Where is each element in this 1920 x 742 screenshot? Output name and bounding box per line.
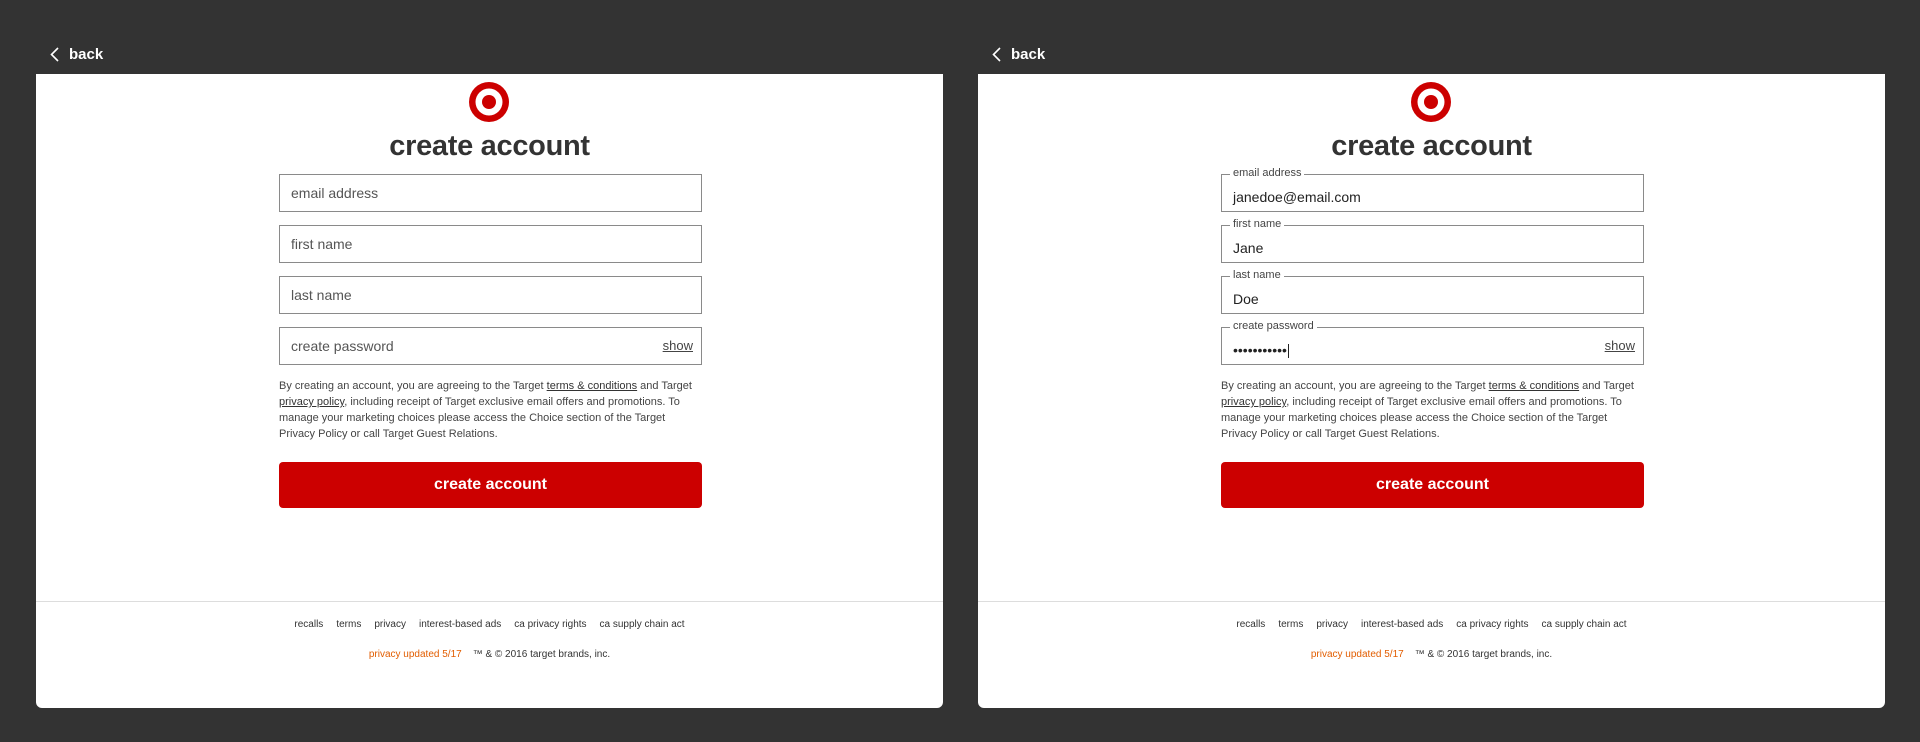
create-account-form	[279, 174, 702, 508]
footer-link-ca-supply-chain-act[interactable]: ca supply chain act	[599, 619, 685, 630]
email-value: janedoe@email.com	[1233, 189, 1361, 205]
footer-link-terms[interactable]: terms	[336, 619, 362, 630]
password-field[interactable]	[1221, 320, 1644, 365]
password-value: •••••••••••	[1233, 342, 1287, 358]
create-account-filled-panel	[978, 36, 1885, 708]
footer-link-privacy[interactable]: privacy	[374, 619, 406, 630]
footer-link-ca-supply-chain-act[interactable]: ca supply chain act	[1541, 619, 1627, 630]
first-name-placeholder: first name	[291, 236, 353, 252]
privacy-policy-link[interactable]: privacy policy	[279, 396, 345, 408]
footer-link-terms[interactable]: terms	[1278, 619, 1304, 630]
email-field[interactable]	[279, 174, 702, 212]
last-name-value: Doe	[1233, 291, 1259, 307]
privacy-policy-link[interactable]: privacy policy	[1221, 396, 1287, 408]
back-label: back	[69, 46, 104, 63]
account-card	[978, 74, 1885, 708]
footer-links	[978, 619, 1885, 630]
footer-bottom	[978, 649, 1885, 660]
privacy-updated-link[interactable]: privacy updated 5/17	[368, 649, 462, 660]
privacy-updated-link[interactable]: privacy updated 5/17	[1310, 649, 1404, 660]
page-title: create account	[1331, 130, 1532, 162]
password-label: create password	[1230, 319, 1317, 333]
chevron-left-icon	[50, 47, 59, 62]
create-account-button[interactable]: create account	[279, 462, 702, 508]
top-bar	[978, 36, 1885, 74]
create-account-button[interactable]: create account	[1221, 462, 1644, 508]
first-name-label: first name	[1230, 217, 1284, 231]
target-logo-icon	[469, 82, 509, 122]
last-name-field[interactable]	[1221, 269, 1644, 314]
footer-link-recalls[interactable]: recalls	[1236, 619, 1266, 630]
password-field[interactable]	[279, 327, 702, 365]
text-caret	[1288, 344, 1289, 358]
target-logo-icon	[1411, 82, 1451, 122]
back-label: back	[1011, 46, 1046, 63]
footer-links	[36, 619, 943, 630]
copyright: ™ & © 2016 target brands, inc.	[472, 649, 611, 660]
footer-link-recalls[interactable]: recalls	[294, 619, 324, 630]
copyright: ™ & © 2016 target brands, inc.	[1414, 649, 1553, 660]
footer-divider	[978, 601, 1885, 602]
footer-link-ca-privacy-rights[interactable]: ca privacy rights	[1456, 619, 1529, 630]
footer-link-interest-based-ads[interactable]: interest-based ads	[1361, 619, 1444, 630]
last-name-label: last name	[1230, 268, 1284, 282]
footer-divider	[36, 601, 943, 602]
first-name-value: Jane	[1233, 240, 1264, 256]
chevron-left-icon	[992, 47, 1001, 62]
footer-bottom	[36, 649, 943, 660]
page-title: create account	[389, 130, 590, 162]
account-card	[36, 74, 943, 708]
terms-link[interactable]: terms & conditions	[546, 380, 638, 392]
terms-link[interactable]: terms & conditions	[1488, 380, 1580, 392]
create-account-form	[1221, 167, 1644, 508]
back-button[interactable]	[50, 46, 103, 63]
show-password-link[interactable]: show	[662, 338, 693, 353]
show-password-link[interactable]: show	[1604, 338, 1635, 353]
email-label: email address	[1230, 166, 1304, 180]
top-bar	[36, 36, 943, 74]
create-account-empty-panel	[36, 36, 943, 708]
email-placeholder: email address	[291, 185, 379, 201]
password-placeholder: create password	[291, 338, 394, 354]
footer-link-ca-privacy-rights[interactable]: ca privacy rights	[514, 619, 587, 630]
legal-text: By creating an account, you are agreeing to the Target terms & conditions and Target privacy policy, including receipt of Target exclusive email offers and promotions. To manage your marketing choices please access the Choice section of the Target Privacy Policy or call Target Guest Relations.	[279, 380, 692, 440]
back-button[interactable]	[992, 46, 1045, 63]
first-name-field[interactable]	[279, 225, 702, 263]
legal-text: By creating an account, you are agreeing to the Target terms & conditions and Target privacy policy, including receipt of Target exclusive email offers and promotions. To manage your marketing choices please access the Choice section of the Target Privacy Policy or call Target Guest Relations.	[1221, 380, 1634, 440]
email-field[interactable]	[1221, 167, 1644, 212]
first-name-field[interactable]	[1221, 218, 1644, 263]
last-name-field[interactable]	[279, 276, 702, 314]
last-name-placeholder: last name	[291, 287, 352, 303]
footer-link-privacy[interactable]: privacy	[1316, 619, 1348, 630]
footer-link-interest-based-ads[interactable]: interest-based ads	[419, 619, 502, 630]
